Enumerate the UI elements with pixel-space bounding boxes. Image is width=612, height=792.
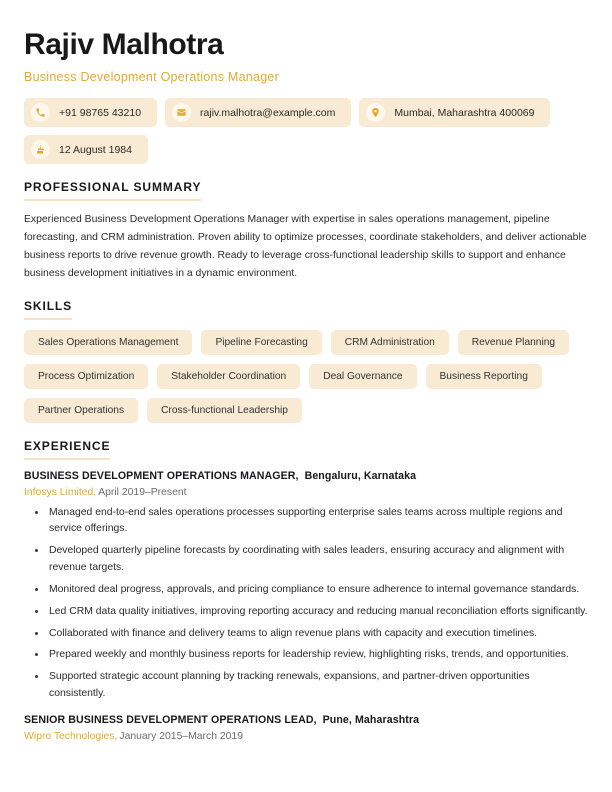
experience-meta bbox=[24, 487, 588, 498]
skill-pill: Cross-functional Leadership bbox=[147, 398, 302, 423]
section-title-summary: PROFESSIONAL SUMMARY bbox=[24, 180, 202, 194]
resume-header bbox=[24, 28, 588, 164]
page-title: Rajiv Malhotra bbox=[24, 28, 224, 61]
location-pin-icon bbox=[366, 103, 385, 122]
skill-pill: Deal Governance bbox=[309, 364, 416, 389]
contact-location-text: Mumbai, Maharashtra 400069 bbox=[394, 106, 535, 119]
email-icon bbox=[172, 103, 191, 122]
summary-paragraph: Experienced Business Development Operations Manager with expertise in sales operations management, pipeline forecasting, and CRM administration. Proven ability to optimize processes, coordinate stakeholders, and deliver actionable business reports to drive revenue growth. Ready to leverage cross-functional leadership skills to support and enhance business development initiatives in a dynamic environment. bbox=[24, 214, 587, 279]
experience-location: Pune, Maharashtra bbox=[322, 714, 420, 726]
contact-chip-email[interactable] bbox=[165, 98, 351, 127]
section-underline-experience bbox=[24, 458, 110, 460]
section-experience bbox=[24, 437, 588, 742]
section-underline-summary bbox=[24, 199, 201, 201]
experience-bullet: Monitored deal progress, approvals, and pricing compliance to ensure adherence to internal governance standards. bbox=[24, 582, 588, 599]
contact-email-text: rajiv.malhotra@example.com bbox=[200, 106, 336, 119]
phone-icon bbox=[31, 103, 50, 122]
section-title-experience: EXPERIENCE bbox=[24, 438, 111, 453]
experience-role: BUSINESS DEVELOPMENT OPERATIONS MANAGER, bbox=[24, 469, 299, 482]
section-header-skills bbox=[24, 299, 72, 320]
experience-heading bbox=[24, 470, 588, 482]
experience-location: Bengaluru, Karnataka bbox=[304, 469, 417, 482]
experience-entry bbox=[24, 714, 588, 742]
experience-company: Infosys Limited, bbox=[24, 486, 97, 498]
experience-role: SENIOR BUSINESS DEVELOPMENT OPERATIONS LEAD, bbox=[24, 714, 317, 726]
skill-pill: CRM Administration bbox=[331, 330, 449, 355]
contact-row-primary bbox=[24, 98, 588, 127]
experience-bullet: Managed end-to-end sales operations processes supporting enterprise sales teams across multiple regions and service offerings. bbox=[24, 505, 588, 539]
section-header-experience bbox=[24, 439, 110, 460]
experience-dates: April 2019–Present bbox=[98, 486, 187, 498]
skill-pill: Sales Operations Management bbox=[24, 330, 192, 355]
contact-chip-birthdate[interactable] bbox=[24, 135, 148, 164]
experience-meta bbox=[24, 731, 588, 742]
contact-phone-text: +91 98765 43210 bbox=[59, 106, 142, 119]
experience-bullet: Led CRM data quality initiatives, improving reporting accuracy and reducing manual reconciliation efforts significantly. bbox=[24, 604, 588, 621]
section-underline-skills bbox=[24, 318, 72, 320]
birthday-cake-icon bbox=[31, 140, 50, 159]
contact-chip-phone[interactable] bbox=[24, 98, 157, 127]
experience-heading bbox=[24, 714, 588, 726]
skill-pill: Pipeline Forecasting bbox=[201, 330, 321, 355]
experience-bullet: Collaborated with finance and delivery teams to align revenue plans with capacity and execution timelines. bbox=[24, 626, 588, 643]
section-title-skills: SKILLS bbox=[24, 298, 73, 313]
experience-bullet: Developed quarterly pipeline forecasts by coordinating with sales leaders, ensuring accuracy and alignment with revenue targets. bbox=[24, 543, 588, 577]
experience-entry bbox=[24, 470, 588, 703]
skill-pill: Business Reporting bbox=[426, 364, 542, 389]
header-job-title: Business Development Operations Manager bbox=[24, 70, 280, 84]
experience-bullet: Supported strategic account planning by tracking renewals, expansions, and partner-driven opportunities consistently. bbox=[24, 669, 588, 703]
skill-pill: Partner Operations bbox=[24, 398, 138, 423]
contact-row-secondary bbox=[24, 135, 588, 164]
experience-bullet: Prepared weekly and monthly business reports for leadership review, highlighting risks, trends, and opportunities. bbox=[24, 647, 588, 664]
skills-list bbox=[24, 330, 588, 423]
section-header-summary bbox=[24, 180, 201, 201]
section-skills bbox=[24, 297, 588, 423]
contact-birthdate-text: 12 August 1984 bbox=[59, 143, 132, 156]
experience-dates: January 2015–March 2019 bbox=[119, 731, 243, 742]
experience-company: Wipro Technologies, bbox=[24, 731, 118, 742]
contact-chip-location[interactable] bbox=[359, 98, 550, 127]
experience-bullets bbox=[24, 505, 588, 703]
skill-pill: Process Optimization bbox=[24, 364, 148, 389]
skill-pill: Stakeholder Coordination bbox=[157, 364, 300, 389]
skill-pill: Revenue Planning bbox=[458, 330, 569, 355]
contact-chip-group bbox=[24, 98, 588, 164]
section-professional-summary bbox=[24, 178, 588, 283]
